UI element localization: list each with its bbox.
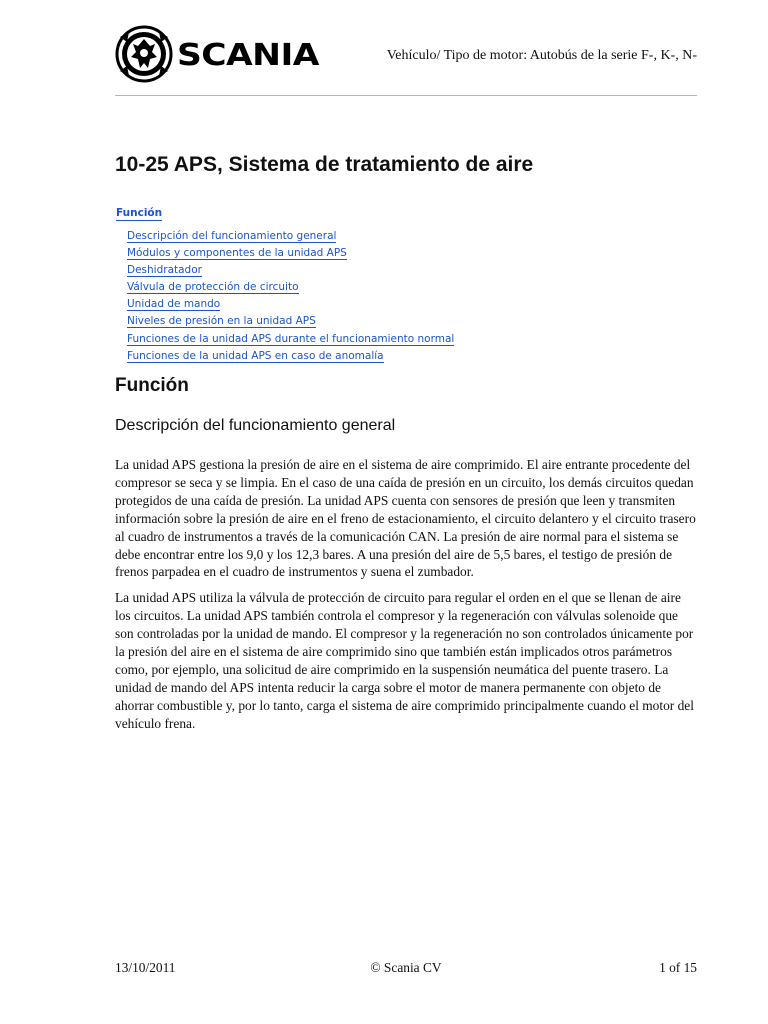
- toc-item: [127, 275, 454, 292]
- toc-item: [127, 309, 454, 326]
- body-paragraph: La unidad APS gestiona la presión de aire en el sistema de aire comprimido. El aire entrante procedente del compresor se seca y se limpia. En el caso de una caída de presión en un circuito, los demás circuitos quedan protegidos de una caída de presión. La unidad APS cuenta con sensores de presión que leen y transmiten información sobre la presión de aire en el freno de estacionamiento, el circuito delantero y el circuito trasero al cuadro de instrumentos a través de la comunicación CAN. La presión de aire normal para el sistema se debe encontrar entre los 9,0 y los 12,3 bares. A una presión del aire de 5,5 bares, el testigo de presión de frenos parpadea en el cuadro de instrumentos y suena el zumbador.: [115, 457, 696, 580]
- footer-page-number: 1 of 15: [659, 960, 697, 975]
- toc-item: [127, 241, 454, 258]
- footer-date: 13/10/2011: [115, 960, 176, 975]
- section-heading: Función: [115, 375, 189, 396]
- toc-item: [127, 292, 454, 309]
- toc-link-modulos-componentes[interactable]: Módulos y componentes de la unidad APS: [127, 247, 347, 260]
- table-of-contents: [116, 201, 454, 361]
- vehicle-type-info: Vehículo/ Tipo de motor: Autobús de la serie F-, K-, N-: [386, 48, 697, 63]
- brand-name: SCANIA: [177, 37, 319, 73]
- scania-logo: [115, 24, 319, 84]
- body-paragraph: La unidad APS utiliza la válvula de protección de circuito para regular el orden en el que se llenan de aire los circuitos. La unidad APS también controla el compresor y la regeneración con válvulas solenoide que son controladas por la unidad de mando. El compresor y la regeneración no son controlados únicamente por la presión del aire en el sistema de aire comprimido sino que también están implicados otros parámetros como, por ejemplo, una solicitud de aire comprimido en la suspensión neumática del puente trasero. La unidad de mando del APS intenta reducir la carga sobre el motor de manera permanente con objeto de ahorrar combustible y, por lo tanto, carga el sistema de aire comprimido principalmente cuando el motor del vehículo frena.: [115, 590, 694, 731]
- toc-link-valvula-proteccion[interactable]: Válvula de protección de circuito: [127, 281, 299, 294]
- toc-link-anomalia[interactable]: Funciones de la unidad APS en caso de anomalía: [127, 349, 384, 362]
- toc-link-funcionamiento-normal[interactable]: Funciones de la unidad APS durante el funcionamiento normal: [127, 332, 455, 345]
- header-divider: [115, 95, 697, 96]
- toc-item: [127, 224, 454, 241]
- toc-link-descripcion-general[interactable]: Descripción del funcionamiento general: [127, 230, 337, 242]
- toc-link-unidad-mando[interactable]: Unidad de mando: [127, 298, 221, 311]
- toc-item: [127, 344, 454, 361]
- section-body: [115, 456, 699, 741]
- section-subheading: Descripción del funcionamiento general: [115, 417, 396, 434]
- toc-link-deshidratador[interactable]: Deshidratador: [127, 264, 202, 277]
- footer-copyright: © Scania CV: [370, 960, 442, 975]
- page-footer: [115, 960, 697, 978]
- toc-link-funcion[interactable]: Función: [116, 207, 163, 219]
- page-header: [115, 24, 697, 94]
- toc-link-niveles-presion[interactable]: Niveles de presión en la unidad APS: [127, 315, 316, 328]
- toc-item: [127, 258, 454, 275]
- document-title: 10-25 APS, Sistema de tratamiento de aire: [115, 153, 534, 176]
- toc-item: [127, 327, 454, 344]
- scania-griffin-logo-icon: [115, 24, 173, 84]
- toc-list: [116, 224, 454, 361]
